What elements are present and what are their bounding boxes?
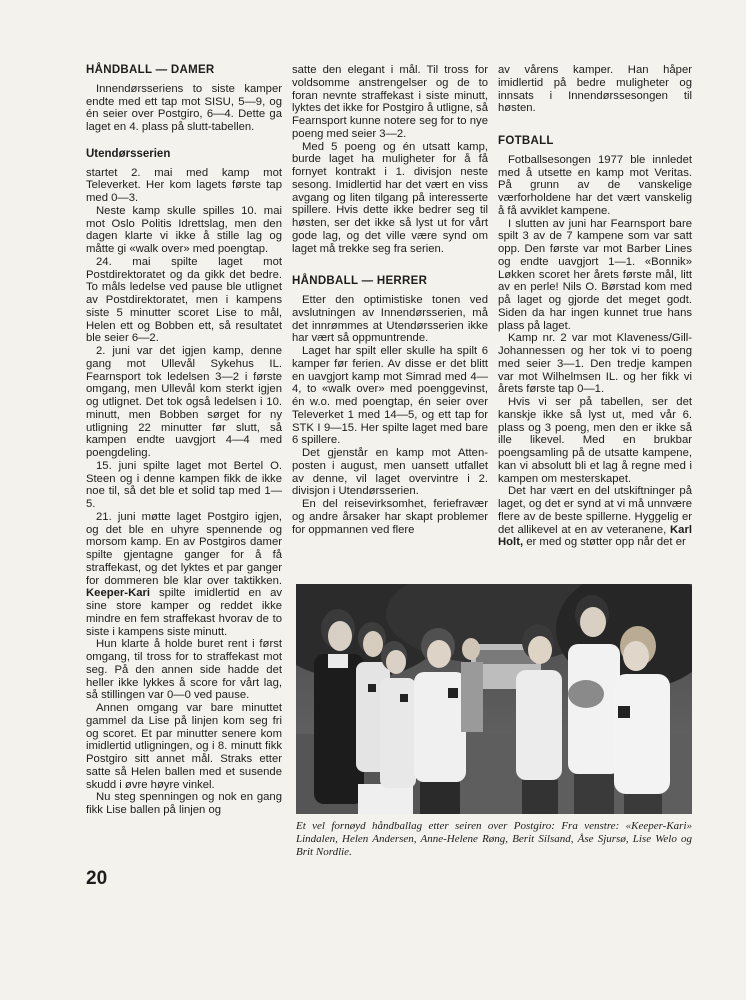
team-photo	[296, 584, 692, 814]
paragraph: Innendørsseriens to siste kamper endte med ett tap mot SISU, 5—9, og én seier over Postgiro, 6—4. Dette ga laget en 4. plass på slutt-tabellen.	[86, 82, 282, 133]
text-run: Det har vært en del utskiftninger på laget, og det er synd at vi må unnvære flere av de beste spillerne. Hyggelig er det allikevel at en av veteranene,	[498, 485, 692, 536]
paragraph: I slutten av juni har Fearnsport bare spilt 3 av de 7 kampene som var satt opp. Den første var mot Barber Lines og endte uavgjort 1—1. «Bonnik» Løkken scoret her årets første mål, litt av en perle! Nils O. Børstad kom med på laget og gjorde det meget godt. Siden da har ingen kunnet true hans plass på laget.	[498, 217, 692, 332]
text-run: er med og støtter opp når det er	[523, 536, 686, 549]
paragraph: Fotballsesongen 1977 ble innledet med å utsette en kamp mot Veritas. På grunn av de vanskelige værforholdene har det vært vanskelig å få avviklet kampene.	[498, 153, 692, 217]
paragraph: satte den elegant i mål. Til tross for voldsomme anstrengelser og de to foran nevnte straffekast i siste minutt, lyktes det ikke for Postgiro å utligne, så Fearnsport kunne notere seg for to nye poeng med seier 3—2.	[292, 64, 488, 140]
text-run: spilte imidlertid en av sine store kamper og reddet ikke mindre en fem straffekast hvorav de to siste i kampens siste minutt.	[86, 587, 282, 638]
section-heading-handball-damer: HÅNDBALL — DAMER	[86, 64, 215, 76]
paragraph: Etter den optimistiske tonen ved avslutningen av Innendørsserien, må det innrømmes at Utendørsserien ikke har vært så oppmuntrende.	[292, 294, 488, 345]
bold-name: Karl Holt,	[498, 523, 692, 549]
paragraph: Det gjenstår en kamp mot Atten-posten i august, men uansett utfallet av denne, vil laget overvintre i 2. divisjon i Utendørsserien.	[292, 447, 488, 498]
column-2	[292, 64, 488, 536]
column-3	[498, 64, 692, 549]
paragraph: En del reisevirksomhet, feriefravær og andre årsaker har skapt problemer for oppmannen ved flere	[292, 498, 488, 536]
bold-name: Keeper-Kari	[86, 587, 151, 600]
paragraph: Hun klarte å holde buret rent i først omgang, til tross for to straffekast mot seg. På den annen side hadde det heller ikke lykkes å score for vårt lag, så stillingen var 0—0 ved pause.	[86, 638, 282, 702]
paragraph: Annen omgang var bare minuttet gammel da Lise på linjen kom seg fri og scoret. Et par minutter senere kom imidlertid utligningen, og i 8. minutt fikk Postgiro sitt annet mål. Straks etter satte så Helen ballen med et susende skudd i øvre høyre vinkel.	[86, 702, 282, 791]
subheading-utendorsserien: Utendørsserien	[86, 147, 171, 160]
paragraph: Neste kamp skulle spilles 10. mai mot Oslo Politis Idrettslag, men den dagen klarte vi ikke å stille lag og måtte gi «walk over» med poengtap.	[86, 204, 282, 255]
paragraph	[498, 485, 692, 549]
paragraph: Med 5 poeng og én utsatt kamp, burde laget ha muligheter for å få fornyet kontrakt i 1. divisjon neste sesong. Imidlertid har det vært en viss avgang og liten tilgang på interesserte spillere. Hvis dette ikke bedrer seg til høsten, ser det ikke så lyst ut for vårt gode lag, og det ville være synd om laget må trekke seg fra serien.	[292, 140, 488, 255]
photo-caption: Et vel fornøyd håndballag etter seiren over Postgiro: Fra venstre: «Keeper-Kari» Lindalen, Helen Andersen, Anne-Helene Røng, Berit Silsand, Åse Sjursø, Lise Welo og Brit Nordlie.	[296, 820, 692, 858]
paragraph: Laget har spilt eller skulle ha spilt 6 kamper før ferien. Av disse er det blitt en uavgjort kamp mot Simrad med 4—4, to «walk over» med poenggevinst, én w.o. med poengtap, én seier over Televerket 1 med 14—5, og ett tap for STK I 9—15. Her spilte laget med bare 6 spillere.	[292, 345, 488, 447]
paragraph: Hvis vi ser på tabellen, ser det kanskje ikke så lyst ut, med vår 6. plass og 3 poeng, men den er ikke så ille likevel. Med en brukbar poengsamling på de utsatte kampene, kan vi absolutt bli et lag å regne med i kampen om mesterskapet.	[498, 396, 692, 485]
page-number: 20	[86, 868, 108, 889]
paragraph	[86, 511, 282, 639]
paragraph: 24. mai spilte laget mot Postdirektoratet og da gikk det bedre. To måls ledelse ved pause ble utlignet av Postdirektoratet, men i kampens siste 5 minutter scoret Lise to mål, Helen ett og Bobben ett, så resultatet ble seier 6—2.	[86, 255, 282, 345]
column-1	[86, 64, 282, 817]
section-heading-fotball: FOTBALL	[498, 135, 554, 147]
text-run: 21. juni møtte laget Postgiro igjen, og det ble en uhyre spennende og morsom kamp. En av Postgiros damer spilte gjentagne ganger for å få straffekast, og det lyktes et par ganger for dommeren ble klar over taktikken.	[86, 510, 282, 587]
team-photo-image	[296, 584, 692, 814]
paragraph: av vårens kamper. Han håper imidlertid på bedre muligheter og innsats i Innendørssesongen til høsten.	[498, 64, 692, 115]
paragraph: Kamp nr. 2 var mot Klaveness/Gill-Johannessen og her tok vi to poeng med seier 3—1. Den tredje kampen var mot Wilhelmsen IL. og her fikk vi årets første tap 0—1.	[498, 332, 692, 396]
paragraph: 15. juni spilte laget mot Bertel O. Steen og i denne kampen fikk de ikke noe til, så det ble et solid tap med 1—5.	[86, 459, 282, 510]
paragraph: 2. juni var det igjen kamp, denne gang mot Ullevål Sykehus IL. Fearnsport tok ledelsen 3—2 i første omgang, men Ullevål kom sterkt igjen og utlignet. Det tok også ledelsen i 10. minutt, men Bobben sørget for ny utligning 22 minutter før slutt, så kampen endte uavgjort 4—4 med poengdeling.	[86, 345, 282, 459]
section-heading-handball-herrer: HÅNDBALL — HERRER	[292, 275, 428, 288]
paragraph: Nu steg spenningen og nok en gang fikk Lise ballen på linjen og	[86, 791, 282, 816]
paragraph: startet 2. mai med kamp mot Televerket. Her kom lagets første tap med 0—3.	[86, 166, 282, 204]
